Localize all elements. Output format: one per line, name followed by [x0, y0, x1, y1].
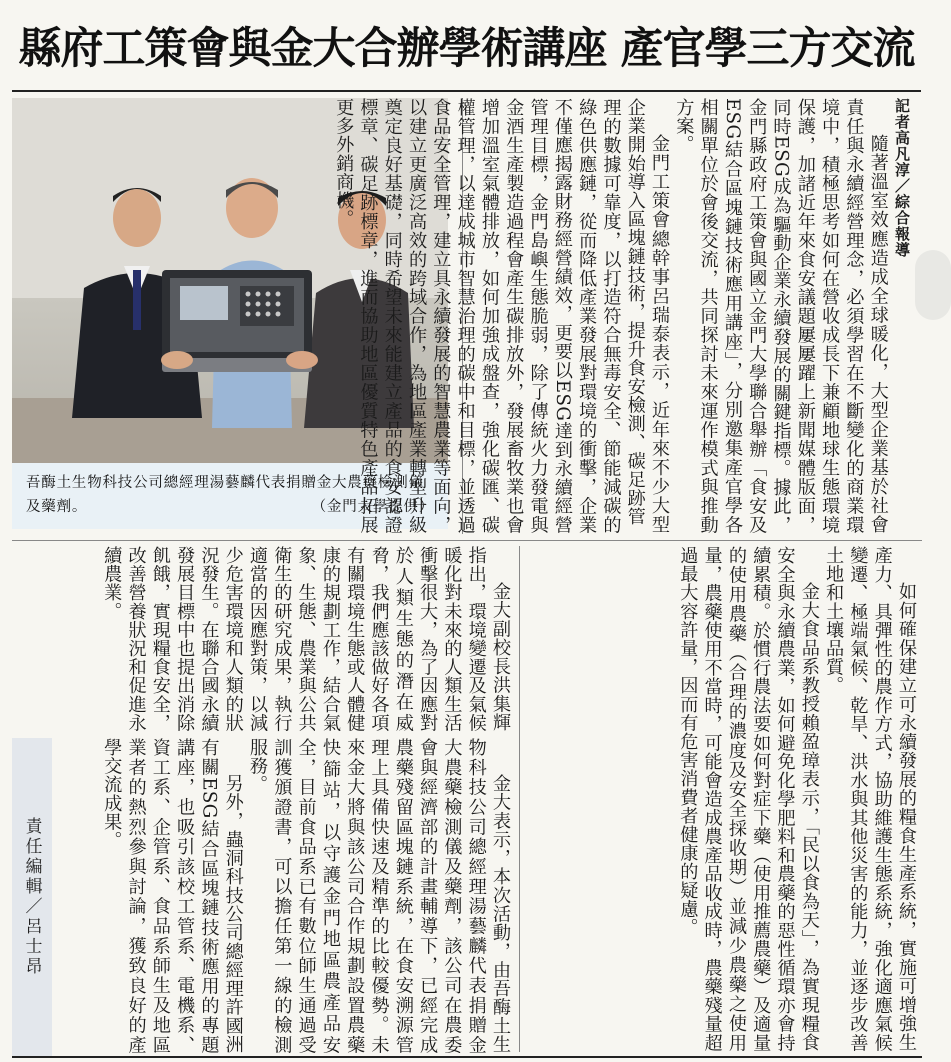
paragraph: 金大食品系教授賴盈璋表示，「民以食為天」，為實現糧食安全與永續農業，如何避免化學肥料和農藥的惡性循環亦會持續累積。於慣行農法要如何對症下藥（使用推薦農藥）及適量的使用農藥（合理的濃度及安全採收期）並減少農藥之使用量，農藥使用不當時，可能會造成農產品收成時，農藥殘量超過最大容許量，因而有危害消費者健康的疑慮。: [677, 546, 820, 1052]
editor-credit: 責任編輯／呂士昂: [21, 817, 42, 977]
paragraph: 金門工策會總幹事呂瑞泰表示，近年來不少大型企業開始導入區塊鏈技術，提升食安檢測、碳足跡管: [624, 98, 671, 534]
article-column-4: [60, 738, 512, 1054]
paragraph: 金大副校長洪集輝指出，環境變遷及氣候暖化對未來的人類生活衝擊很大，為了因應對於人類生態的潛在威脅，我們應該做好各項有關環境生態或人體健康的規劃工作，結合氣象、生態、農業與公共衛生的研究成果，執行適當的因應對策，以減少危害環境和人類的狀況發生。在聯合國永續發展目標中也提出消除飢餓，實現糧食安全，改善營養狀況和促進永續農業。: [101, 546, 511, 732]
page-edge-tab: [915, 250, 951, 320]
headline-rule: [12, 90, 921, 92]
article-column-2b: [528, 546, 918, 1052]
paragraph: 隨著溫室效應造成全球暖化，大型企業基於社會責任與永續經營理念，必須學習在不斷變化的商業環境中，積極思考如何在營收成長下兼顧地球生態環境保護，加諸近年來食安議題屢屢躍上新聞媒體版面，同時ESG成為驅動企業永續發展的關鍵指標。據此，金門縣政府工策會與國立金門大學聯合舉辦「食安及ESG結合區塊鏈技術應用講座」，分別邀集產官學各相關單位於會後交流，共同探討未來運作模式與推動方案。: [673, 98, 889, 534]
byline: 記者高凡淳／綜合報導: [893, 98, 911, 258]
paragraph: 另外，蟲洞科技公司總經理許國洲有關ESG結合區塊鏈技術應用的專題講座，也吸引該校工管系、電機系、資工系、企管系、食品系師生及地區業者的熱烈參與討論，獲致良好的產學交流成果。: [101, 738, 244, 1054]
article-column-3: [12, 546, 512, 732]
paragraph: 金大表示，本次活動，由吾酶土生物科技公司總經理湯藝麟代表捐贈金大農藥檢測儀及藥劑，該公司在農委會與經濟部的計畫輔導下，已經完成農藥殘留區塊鏈系統，在食安溯源管理上具備快速及精準的比較優勢。未來金大將與該公司合作規劃設置農藥快篩站，以守護金門地區農產品安全，目前食品系已有數位師生通過受訓獲頒證書，可以擔任第一線的檢測服務。: [247, 738, 511, 1054]
caption-credit: （金門大學提供）: [311, 499, 434, 515]
section-divider: [12, 540, 922, 541]
paragraph: 如何確保建立可永續發展的糧食生產系統，實施可增強生產力、具彈性的農作方式，協助維護生態系統，強化適應氣候變遷、極端氣候、乾旱、洪水與其他災害的能力，並逐步改善土地和土壤品質。: [823, 546, 917, 1052]
caption-text: 吾酶土生物科技公司總經理湯藝麟代表捐贈金大農藥檢測儀及藥劑。: [26, 475, 424, 515]
editor-credit-box: [12, 738, 52, 1056]
bottom-rule: [12, 1056, 922, 1058]
column-divider: [519, 546, 520, 1052]
paragraph: 理的數據可靠度，以打造符合無毒安全、節能減碳的綠色供應鏈，從而降低產業發展對環境的衝擊，企業不僅應揭露財務經營績效，更要以ESG達到永續經營管理目標，金門島嶼生態脆弱，除了傳統火力發電與金酒生產製造過程會產生碳排放外，發展畜牧業也會增加溫室氣體排放，如何加強成盤查，強化碳匯、碳權管理，以達成城市智慧治理的碳中和目標，並透過食品安全管理，建立具永續發展的智慧農業等面向，以建立更廣泛高效的跨域合作，為地區產業轉型升級奠定良好基礎，同時希望未來能建立產品的食安認證標章、碳足跡標章，進而協助地區優質特色產品拓展更多外銷商機。: [333, 98, 622, 534]
headline: 縣府工策會與金大合辦學術講座 產官學三方交流: [18, 24, 915, 74]
